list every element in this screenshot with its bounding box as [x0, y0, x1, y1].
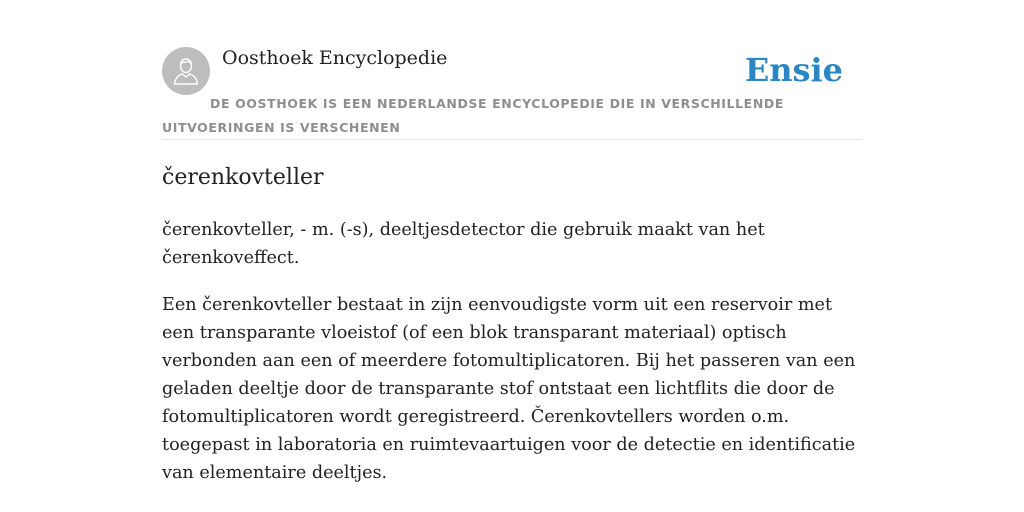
- user-icon: [162, 47, 210, 95]
- source-name[interactable]: Oosthoek Encyclopedie: [222, 47, 448, 69]
- article-body: Een čerenkovteller bestaat in zijn eenvoudigste vorm uit een reservoir met een transparante vloeistof (of een blok transparant materiaal) optisch verbonden aan een of meerdere fotomultiplicatoren. Bij het passeren van een geladen deeltje door de transparante stof ontstaat een lichtflits die door de fotomultiplicatoren wordt geregistreerd. Čerenkovtellers worden o.m. toegepast in laboratoria en ruimtevaartuigen voor de detectie en identificatie van elementaire deeltjes.: [162, 295, 856, 483]
- article-title: čerenkovteller: [162, 165, 324, 190]
- article: [162, 160, 862, 487]
- ensie-logo[interactable]: Ensie: [744, 51, 843, 89]
- article-definition: čerenkovteller, - m. (-s), deeltjesdetector die gebruik maakt van het čerenkoveffect.: [162, 220, 765, 268]
- source-avatar[interactable]: [162, 47, 210, 95]
- source-header: [162, 46, 862, 140]
- source-tagline: DE OOSTHOEK IS EEN NEDERLANDSE ENCYCLOPEDIE DIE IN VERSCHILLENDE UITVOERINGEN IS VERSCHENEN: [162, 96, 784, 135]
